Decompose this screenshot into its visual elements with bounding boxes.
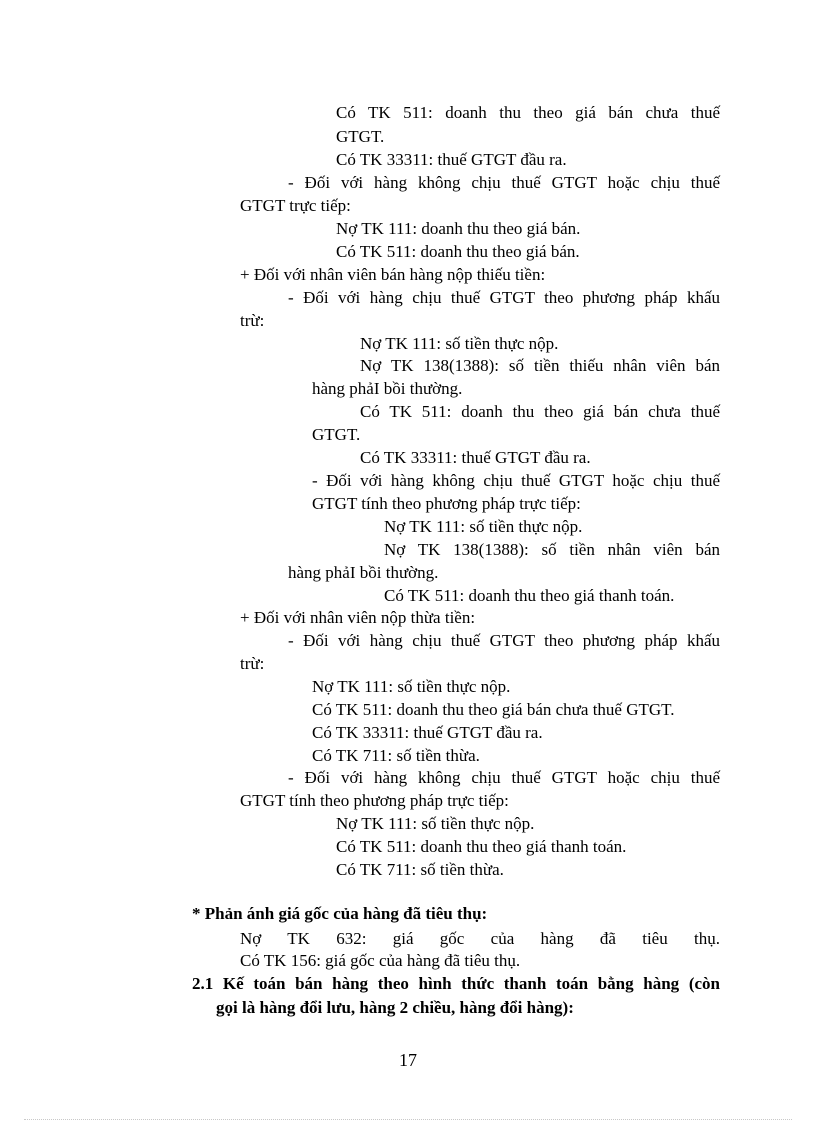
text-line: + Đối với nhân viên nộp thừa tiền: [240,608,476,627]
text-line: hàng phảI bồi thường. [312,379,463,398]
page-border [24,1119,792,1120]
text-line: Nợ TK 111: doanh thu theo giá bán. [336,219,581,238]
section-heading: * Phản ánh giá gốc của hàng đã tiêu thụ: [192,904,488,923]
text-line: Có TK 511: doanh thu theo giá bán chưa thuế [360,402,720,421]
text-line: Có TK 711: số tiền thừa. [336,860,504,879]
text-line: Nợ TK 632: giá gốc của hàng đã tiêu thụ. [240,929,720,948]
text-line: Có TK 156: giá gốc của hàng đã tiêu thụ. [240,951,521,970]
text-line: GTGT. [312,425,361,444]
text-line: Có TK 711: số tiền thừa. [312,746,480,765]
text-line: - Đối với hàng không chịu thuế GTGT hoặc chịu thuế [312,471,720,490]
text-line: hàng phảI bồi thường. [288,563,439,582]
text-line: GTGT trực tiếp: [240,196,351,215]
text-line: Có TK 33311: thuế GTGT đầu ra. [336,150,567,169]
text-line: Có TK 511: doanh thu theo giá thanh toán. [384,586,675,605]
text-line: GTGT tính theo phương pháp trực tiếp: [312,494,581,513]
text-line: Có TK 33311: thuế GTGT đầu ra. [312,723,543,742]
section-heading: 2.1 Kế toán bán hàng theo hình thức thanh toán bằng hàng (còn [192,974,720,993]
text-line: Nợ TK 111: số tiền thực nộp. [360,334,559,353]
section-heading: gọi là hàng đổi lưu, hàng 2 chiều, hàng đổi hàng): [216,998,574,1017]
text-line: GTGT. [336,127,385,146]
text-line: Nợ TK 138(1388): số tiền thiếu nhân viên bán [360,356,720,375]
text-line: Có TK 511: doanh thu theo giá bán chưa thuế GTGT. [312,700,675,719]
text-line: Có TK 511: doanh thu theo giá bán chưa thuế [336,103,720,122]
text-line: Có TK 511: doanh thu theo giá thanh toán. [336,837,627,856]
text-line: Có TK 33311: thuế GTGT đầu ra. [360,448,591,467]
text-line: Nợ TK 138(1388): số tiền nhân viên bán [384,540,720,559]
text-line: Nợ TK 111: số tiền thực nộp. [312,677,511,696]
text-line: - Đối với hàng không chịu thuế GTGT hoặc chịu thuế [288,768,720,787]
text-line: Nợ TK 111: số tiền thực nộp. [384,517,583,536]
text-line: trừ: [240,654,265,673]
page-number: 17 [399,1050,417,1070]
text-line: - Đối với hàng không chịu thuế GTGT hoặc chịu thuế [288,173,720,192]
text-line: trừ: [240,311,265,330]
text-line: - Đối với hàng chịu thuế GTGT theo phương pháp khấu [288,288,720,307]
text-line: Có TK 511: doanh thu theo giá bán. [336,242,580,261]
text-line: Nợ TK 111: số tiền thực nộp. [336,814,535,833]
text-line: - Đối với hàng chịu thuế GTGT theo phương pháp khấu [288,631,720,650]
text-line: + Đối với nhân viên bán hàng nộp thiếu tiền: [240,265,546,284]
text-line: GTGT tính theo phương pháp trực tiếp: [240,791,509,810]
